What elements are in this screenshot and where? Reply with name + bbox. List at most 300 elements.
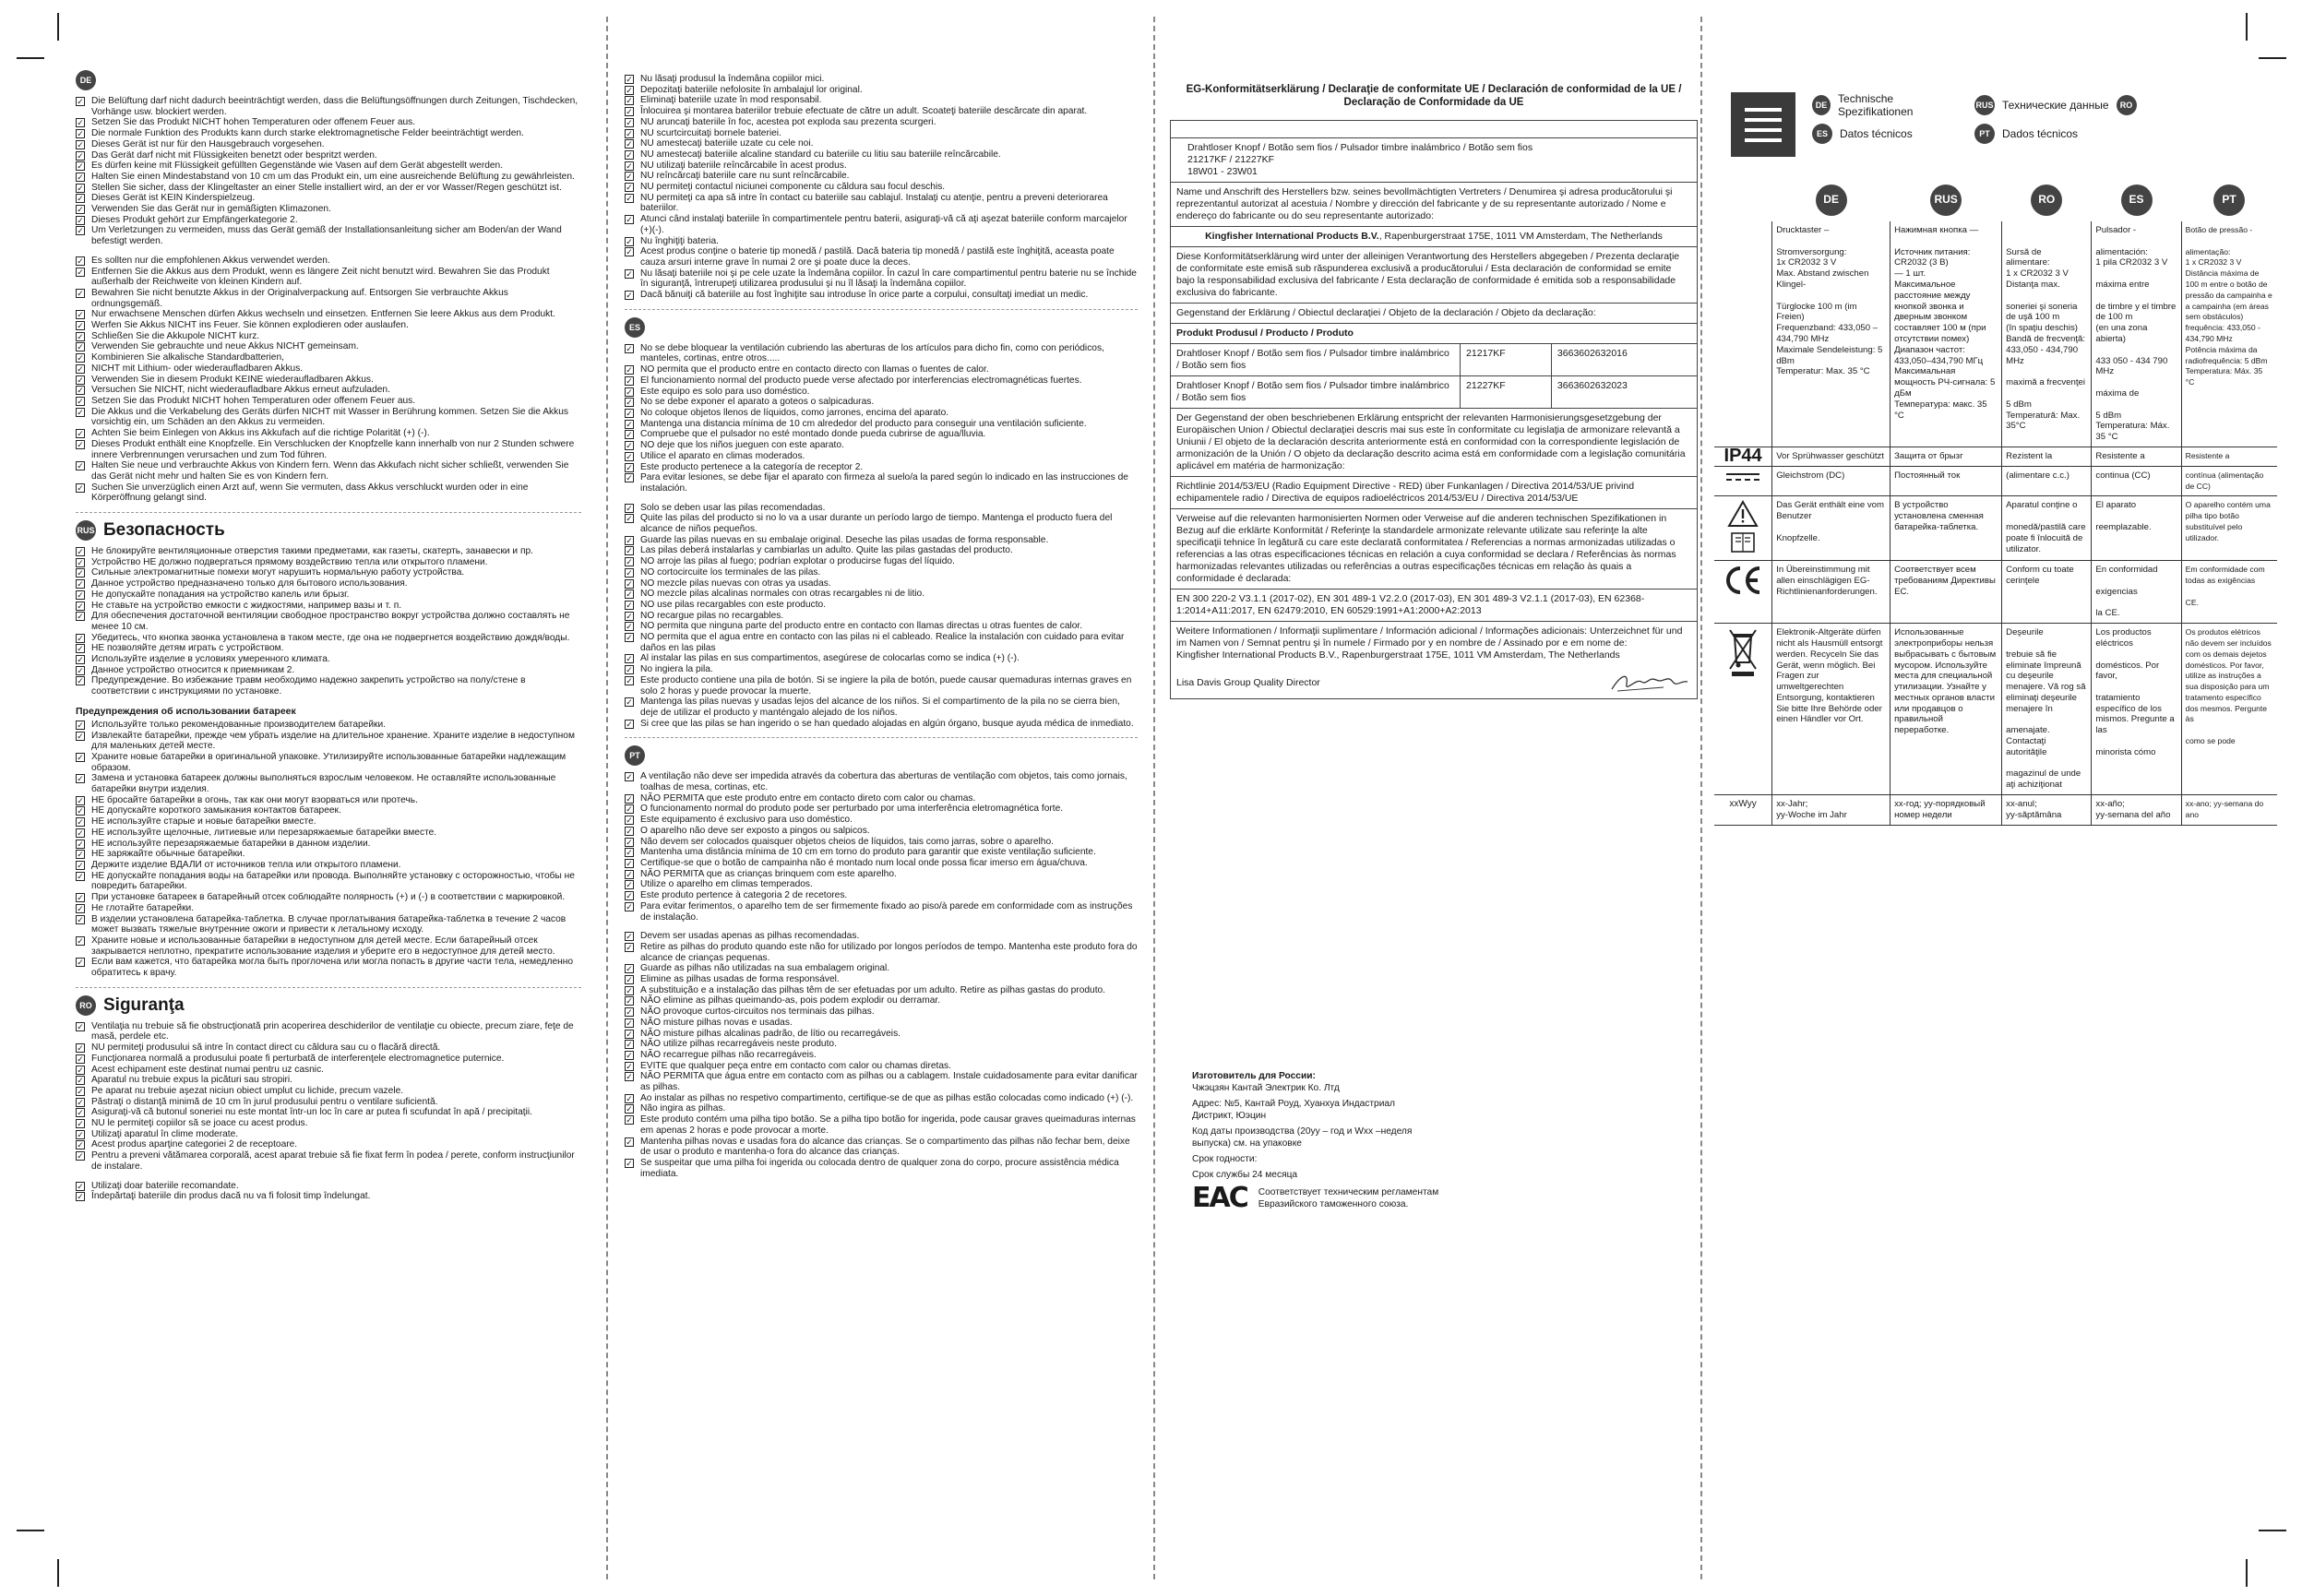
checklist-text: NU scurtcircuitaţi bornele bateriei. <box>640 127 781 138</box>
manufacturer-name: Kingfisher International Products B.V. <box>1205 231 1379 242</box>
language-badge-de: DE <box>76 70 96 90</box>
checklist-item <box>76 352 581 363</box>
checkbox-icon: ✓ <box>77 288 84 298</box>
checklist-item <box>625 1050 1138 1061</box>
responsibility-statement: Diese Konformitätserklärung wird unter der alleinigen Verantwortung des Herstellers abgegeben / Prezenta declaraţie de conformitate este emisă sub răspunderea exclusivă a producătorului / Esta declaración de conformidad se emite bajo la responsabilidad exclusiva del fabricante / Esta declaração de conformidade é emitida sob a responsabilidade exclusiva do fabricante. <box>1171 247 1698 304</box>
checklist-item <box>625 804 1138 815</box>
checklist-text: Das Gerät darf nicht mit Flüssigkeiten benetzt oder bespritzt werden. <box>91 149 377 161</box>
checkbox-icon: ✓ <box>626 848 633 858</box>
checklist-text: Mantenga las pilas nuevas y usadas lejos del alcance de los niños. Si el compartimento de la pila no se cierra bien, deje de utilizar el producto y manténgalo alejado de los niños. <box>640 697 1120 718</box>
checkbox-icon: ✓ <box>77 482 84 493</box>
checklist-text: Depozitaţi bateriile nefolosite în ambalajul lor original. <box>640 84 863 95</box>
battery-list-de <box>76 256 581 504</box>
checklist-text: O aparelho não deve ser exposto a pingos ou salpicos. <box>640 825 870 836</box>
checklist-item <box>625 472 1138 494</box>
product-ean: 3663602632016 <box>1551 344 1697 376</box>
checklist-text: NÃO misture pilhas novas e usadas. <box>640 1017 793 1028</box>
checkbox-icon: ✓ <box>77 871 84 881</box>
checklist-text: Funcţionarea normală a produsului poate fi perturbată de interferenţele electromagnetice puternice. <box>91 1053 505 1064</box>
checklist-text: Die Akkus und die Verkabelung des Geräts dürfen NICHT mit Wasser in Berührung kommen. Setzen Sie die Akkus vorsichtig ein, um Schäden an den Akkus zu vermeiden. <box>91 406 568 428</box>
spec-cell: Drucktaster – Stromversorgung: 1x CR2032 3 V Max. Abstand zwischen Klingel- Türglocke 100 m (im Freien) Frequenzband: 433,050 – 434,790 MHz Maximale Sendeleistung: 5 dBm Temperatur: Max. 35 °C <box>1772 221 1891 447</box>
checkbox-icon: ✓ <box>626 964 633 974</box>
checkbox-icon: ✓ <box>626 117 633 127</box>
checklist-item <box>625 985 1138 996</box>
spec-cell: Resistente a <box>2181 447 2277 466</box>
checklist-text: NU reîncărcaţi bateriile care nu sunt reîncărcabile. <box>640 171 850 182</box>
checklist-text: Para evitar ferimentos, o aparelho tem de ser firmemente fixado ao piso/à parede em conformidade com as instruções de instalação. <box>640 900 1133 923</box>
checklist-text: Данное устройство предназначено только для бытового использования. <box>91 578 408 590</box>
checklist-item <box>76 665 581 676</box>
checklist-item <box>625 462 1138 473</box>
checkbox-icon: ✓ <box>626 462 633 472</box>
checklist-item <box>625 879 1138 890</box>
checklist-text: Dieses Gerät ist nur für den Hausgebrauch vorgesehen. <box>91 138 325 149</box>
checklist-text: A ventilação não deve ser impedida através da cobertura das aberturas de ventilação com objetos, tais como jornais, toalhas de mesa, cortinas, etc. <box>640 771 1127 793</box>
checklist-text: Ao instalar as pilhas no respetivo compartimento, certifique-se de que as pilhas estão colocadas como indicado (+) (-). <box>640 1092 1134 1103</box>
checklist-item <box>625 890 1138 901</box>
checklist-text: Achten Sie beim Einlegen von Akkus ins Akkufach auf die richtige Polarität (+) (-). <box>91 428 430 439</box>
warn-symbol-icon <box>1714 496 1772 561</box>
checkbox-icon: ✓ <box>626 859 633 868</box>
checkbox-icon: ✓ <box>77 439 84 449</box>
checkbox-icon: ✓ <box>626 215 633 225</box>
spec-cell: Botão de pressão - alimentação: 1 x CR2032 3 V Distância máxima de 100 m entre o botão de pressão da campainha e a campainha (em áreas sem obstáculos) frequência: 433,050 - 434,790 MHz Potência máxima da radiofrequência: 5 dBm Temperatura: Máx. 35 °C <box>2181 221 2277 447</box>
checklist-item <box>76 482 581 504</box>
checklist-text: Setzen Sie das Produkt NICHT hohen Temperaturen oder offenem Feuer aus. <box>91 395 416 406</box>
battery-subheading-rus: Предупреждения об использовании батареек <box>76 705 296 717</box>
checklist-text: NU aruncaţi bateriile în foc, acestea pot exploda sau prezenta scurgeri. <box>640 116 936 127</box>
checklist-item <box>76 860 581 871</box>
manufacturer-cell <box>1171 227 1698 247</box>
checkbox-icon: ✓ <box>77 1119 84 1129</box>
tech-title-text: Технические данные <box>2002 99 2109 112</box>
checkbox-icon: ✓ <box>77 839 84 849</box>
spec-header-blank <box>1714 185 1772 221</box>
checkbox-icon: ✓ <box>77 267 84 277</box>
checkbox-icon: ✓ <box>626 869 633 879</box>
checklist-item <box>76 731 581 752</box>
checklist-text: Quite las pilas del producto si no lo va a usar durante un período largo de tiempo. Mantenga el producto fuera del alcance de niños pequeños. <box>640 513 1113 535</box>
checklist-item <box>76 363 581 375</box>
checklist-text: NO use pilas recargables con este producto. <box>640 599 827 610</box>
checklist-item <box>625 387 1138 398</box>
checklist-text: Utilizaţi aparatul în clime moderate. <box>91 1128 239 1139</box>
language-badge-es: ES <box>1812 124 1832 144</box>
language-badge-pt: PT <box>1974 124 1995 144</box>
checklist-text: Se suspeitar que uma pilha foi ingerida ou colocada dentro de qualquer zona do corpo, procure assistência médica imediata. <box>640 1157 1119 1179</box>
checklist-text: Pentru a preveni vătămarea corporală, acest aparat trebuie să fie fixat ferm în podea / perete, conform instrucţiunilor de instalare. <box>91 1150 575 1172</box>
checklist-text: Retire as pilhas do produto quando este não for utilizado por longos períodos de tempo. Mantenha este produto fora do alcance de crianças pequenas. <box>640 941 1138 963</box>
checkbox-icon: ✓ <box>77 795 84 805</box>
checklist-text: A substituição e a instalação das pilhas têm de ser efetuadas por um adulto. Retire as pilhas gastas do produto. <box>640 984 1106 995</box>
spec-header-rus <box>1891 185 2002 221</box>
checklist-text: Храните новые батарейки в оригинальной упаковке. Утилизируйте использованные батарейки надлежащим образом. <box>91 751 567 773</box>
checklist-item <box>625 74 1138 85</box>
crop-mark <box>17 1530 44 1531</box>
signature-row <box>1176 671 1691 695</box>
tech-title-de <box>1812 92 1960 118</box>
spec-cell: Aparatul conţine o monedă/pastilă care poate fi înlocuită de utilizator. <box>2002 496 2092 561</box>
checklist-item <box>625 214 1138 235</box>
checkbox-icon: ✓ <box>77 139 84 149</box>
checkbox-icon: ✓ <box>77 194 84 204</box>
checklist-item <box>625 1029 1138 1040</box>
checkbox-icon: ✓ <box>626 578 633 589</box>
checklist-text: Предупреждение. Во избежание травм необходимо надежно закрепить устройство на полу/стене в соответствии с инструкциями по установке. <box>91 675 526 697</box>
checkbox-icon: ✓ <box>626 365 633 375</box>
spec-row <box>1714 447 2277 466</box>
checklist-text: Este equipo es solo para uso doméstico. <box>640 386 810 397</box>
tech-title-text: Datos técnicos <box>1840 127 1913 140</box>
spacer-cell <box>1171 121 1698 138</box>
checklist-text: Înlocuirea şi montarea bateriilor trebuie efectuate de către un adult. Scoateţi bateriile descărcate din aparat. <box>640 106 1088 117</box>
checkbox-icon: ✓ <box>626 139 633 149</box>
checklist-text: Die normale Funktion des Produkts kann durch starke elektromagnetische Felder beeinträchtigt werden. <box>91 128 524 139</box>
ru-service-life: Срок службы 24 месяца <box>1192 1170 1298 1180</box>
checkbox-icon: ✓ <box>77 861 84 870</box>
checklist-item <box>625 1137 1138 1158</box>
checkbox-icon: ✓ <box>77 396 84 406</box>
checklist-item <box>625 408 1138 419</box>
checkbox-icon: ✓ <box>77 557 84 567</box>
checklist-text: NÃO PERMITA que este produto entre em contacto direto com calor ou chamas. <box>640 792 976 804</box>
tech-header <box>1731 92 2277 157</box>
checklist-text: Este producto contiene una pila de botón. Si se ingiere la pila de botón, puede causar quemaduras internas graves en solo 2 horas y puede provocar la muerte. <box>640 674 1132 697</box>
checkbox-icon: ✓ <box>77 1021 84 1031</box>
spec-row <box>1714 466 2277 496</box>
product-line: 21217KF / 21227KF <box>1187 154 1274 165</box>
checklist-text: Guarde las pilas nuevas en su embalaje original. Deseche las pilas usadas de forma responsable. <box>640 534 1049 545</box>
checkbox-icon: ✓ <box>77 914 84 924</box>
checklist-item <box>76 375 581 386</box>
checkbox-icon: ✓ <box>626 1018 633 1028</box>
checklist-item <box>625 858 1138 869</box>
checkbox-icon: ✓ <box>77 579 84 590</box>
checkbox-icon: ✓ <box>626 804 633 815</box>
checklist-text: Utilizaţi doar bateriile recomandate. <box>91 1180 239 1191</box>
spec-header-es <box>2092 185 2181 221</box>
ru-address: Адрес: №5, Кантай Роуд, Хуанхуа Индастриал Дистрикт, Юэцин <box>1192 1099 1395 1121</box>
checklist-text: Um Verletzungen zu vermeiden, muss das Gerät gemäß der Installationsanleitung sicher am Boden/an der Wand befestigt werden. <box>91 225 562 247</box>
checklist-item <box>625 440 1138 451</box>
checklist-text: NU permiteţi contactul niciunei componente cu căldura sau focul deschis. <box>640 182 946 193</box>
checkbox-icon: ✓ <box>77 375 84 385</box>
product-name: Drahtloser Knopf / Botão sem fios / Pulsador timbre inalámbrico / Botão sem fios <box>1171 344 1461 376</box>
checkbox-icon: ✓ <box>626 665 633 675</box>
checklist-item <box>76 557 581 568</box>
checklist-item <box>76 871 581 892</box>
checkbox-icon: ✓ <box>626 567 633 578</box>
checklist-text: Извлекайте батарейки, прежде чем убрать изделие на длительное хранение. Храните изделие в недоступном для маленьких детей месте. <box>91 730 575 752</box>
checkbox-icon: ✓ <box>77 720 84 730</box>
checklist-text: НЕ позволяйте детям играть с устройством. <box>91 643 284 654</box>
object-label: Gegenstand der Erklärung / Obiectul declaraţiei / Objeto de la declaración / Objeto da declaração: <box>1171 304 1698 324</box>
manufacturer-label: Name und Anschrift des Herstellers bzw. seines bevollmächtigten Vertreters / Denumirea şi adresa producătorului şi reprezentantul autorizat al acestuia / Nombre y dirección del fabricante y de su representante autorizado / Nome e endereço do fabricante ou do seu representante autorizado: <box>1171 183 1698 227</box>
spec-list-icon <box>1731 92 1795 157</box>
checkbox-icon: ✓ <box>626 128 633 138</box>
checklist-text: Al instalar las pilas en sus compartimentos, asegúrese de colocarlas como se indica (+) (-). <box>640 653 1020 664</box>
checklist-text: O funcionamento normal do produto pode ser perturbado por uma interferência eletromagnética forte. <box>640 804 1064 815</box>
checklist-item <box>76 96 581 117</box>
checklist-text: Las pilas deberá instalarlas y cambiarlas un adulto. Quite las pilas gastadas del producto. <box>640 545 1013 556</box>
checklist-text: Acest produs aparţine categoriei 2 de receptoare. <box>91 1139 298 1150</box>
checkbox-icon: ✓ <box>77 1076 84 1086</box>
checklist-text: Сильные электромагнитные помехи могут нарушить нормальную работу устройства. <box>91 567 465 578</box>
eac-text: Соответствует техническим регламентам Евразийского таможенного союза. <box>1258 1187 1439 1209</box>
fold-line <box>606 17 608 1579</box>
checklist-text: NO deje que los niños jueguen con este aparato. <box>640 440 844 451</box>
standards-list: EN 300 220-2 V3.1.1 (2017-02), EN 301 489-1 V2.2.0 (2017-03), EN 301 489-3 V2.1.1 (2017-03), EN 62368-1:2014+A11:2017, EN 62479:2010, EN 60529:1991+A1:2000+A2:2013 <box>1171 590 1698 622</box>
safety-list-ro <box>76 1021 581 1173</box>
checklist-item <box>625 567 1138 578</box>
ru-importer-name: Чжэцзян Кантай Электрик Ко. Лтд <box>1192 1083 1340 1093</box>
spec-symbol <box>1714 221 1772 447</box>
checkbox-icon: ✓ <box>626 942 633 952</box>
checklist-text: EVITE que qualquer peça entre em contacto com calor ou chamas diretas. <box>640 1060 951 1071</box>
checklist-item <box>76 288 581 309</box>
checklist-item <box>76 773 581 794</box>
checklist-item <box>625 193 1138 214</box>
checkbox-icon: ✓ <box>626 535 633 545</box>
checklist-text: NÃO PERMITA que água entre em contacto com as pilhas ou a cablagem. Instale cuidadosamente para evitar danificar as pilhas. <box>640 1071 1138 1093</box>
checkbox-icon: ✓ <box>626 85 633 95</box>
spec-cell: xx-ano; yy-semana do ano <box>2181 795 2277 826</box>
checklist-item <box>625 117 1138 128</box>
spec-header-de <box>1772 185 1891 221</box>
checklist-item <box>76 428 581 439</box>
checklist-text: НЕ используйте старые и новые батарейки вместе. <box>91 816 316 828</box>
ce-symbol-icon <box>1714 561 1772 624</box>
spec-cell: Los productos eléctricos domésticos. Por favor, tratamiento específico de los mismos. Pregunte a las minorista cómo <box>2092 624 2181 795</box>
spec-row <box>1714 561 2277 624</box>
checkbox-icon: ✓ <box>626 1072 633 1082</box>
checklist-item <box>76 215 581 226</box>
checklist-text: Dieses Produkt enthält eine Knopfzelle. Ein Verschlucken der Knopfzelle kann innerhalb von nur 2 Stunden schwere innere Verbrennungen verursachen und zum Tod führen. <box>91 438 575 460</box>
checklist-item <box>625 697 1138 718</box>
checklist-item <box>625 236 1138 247</box>
battery-list-es <box>625 503 1138 730</box>
checklist-text: Не допускайте попадания на устройство капель или брызг. <box>91 589 350 600</box>
checklist-item <box>76 460 581 482</box>
checkbox-icon: ✓ <box>77 310 84 320</box>
checklist-item <box>76 720 581 731</box>
checklist-item <box>76 267 581 288</box>
checkbox-icon: ✓ <box>626 880 633 890</box>
checkbox-icon: ✓ <box>626 419 633 429</box>
conformity-statement: Der Gegenstand der oben beschriebenen Erklärung entspricht der relevanten Harmonisierungsgesetzgebung der Europäischen Union / Obiectul declaraţiei descris mai sus este în conformitate cu legislaţia de armonizare relevantă a Uniunii / El objeto de la declaración descrita anteriormente está en conformidad con la correspondiente legislación de armonización de la Unión / O objeto da declaração descrito acima está em conformidade com a legislação comunitária aplicável em matéria de harmonização: <box>1171 409 1698 477</box>
checklist-item <box>76 341 581 352</box>
checklist-item <box>625 106 1138 117</box>
checkbox-icon: ✓ <box>77 1086 84 1096</box>
checklist-item <box>76 957 581 978</box>
checklist-text: Devem ser usadas apenas as pilhas recomendadas. <box>640 931 860 942</box>
checkbox-icon: ✓ <box>77 806 84 816</box>
safety-list-es <box>625 343 1138 494</box>
checklist-text: NÃO elimine as pilhas queimando-as, pois podem explodir ou derramar. <box>640 995 941 1006</box>
checklist-item <box>76 546 581 557</box>
spec-cell: В устройство установлена сменная батарейка-таблетка. <box>1891 496 2002 561</box>
language-badge-rus: RUS <box>1974 95 1995 115</box>
checklist-item <box>76 193 581 204</box>
checklist-text: Schließen Sie die Akkupole NICHT kurz. <box>91 330 260 341</box>
checklist-item <box>76 1021 581 1042</box>
checklist-text: No se debe bloquear la ventilación cubriendo las aberturas de los artículos para dicho fin, como con periódicos, manteles, cortinas, entre otros..... <box>640 342 1104 364</box>
checklist-item <box>76 1065 581 1076</box>
spec-cell: Постоянный ток <box>1891 466 2002 496</box>
checkbox-icon: ✓ <box>77 161 84 172</box>
checkbox-icon: ✓ <box>626 1050 633 1060</box>
checklist-text: Kombinieren Sie alkalische Standardbatterien, <box>91 352 284 363</box>
checklist-text: Dacă bănuiţi că bateriile au fost înghiţite sau introduse în orice parte a corpului, consultaţi imediat un medic. <box>640 290 1089 301</box>
checklist-item <box>625 621 1138 632</box>
checklist-item <box>625 826 1138 837</box>
checklist-item <box>76 828 581 839</box>
checklist-text: В изделии установлена батарейка-таблетка. В случае проглатывания батарейка-таблетка в течение 2 часов может вызвать тяжелые внутренние ожоги и привести к летальному исходу. <box>91 913 567 935</box>
safety-list-de <box>76 96 581 247</box>
checklist-text: Убедитесь, что кнопка звонка установлена в таком месте, где она не подвергнется воздействию дождя/воды. <box>91 632 570 643</box>
language-badge-pt: PT <box>2213 185 2245 216</box>
checklist-text: NÃO PERMITA que as crianças brinquem com este aparelho. <box>640 868 897 879</box>
tech-title-text: Dados técnicos <box>2002 127 2079 140</box>
checklist-item <box>76 396 581 407</box>
checklist-text: NO permita que el producto entre en contacto directo con llamas o fuentes de calor. <box>640 364 989 375</box>
product-code: 21217KF <box>1461 344 1552 376</box>
checkbox-icon: ✓ <box>626 697 633 708</box>
checkbox-icon: ✓ <box>77 429 84 439</box>
checklist-text: Bewahren Sie nicht benutzte Akkus in der Originalverpackung auf. Entsorgen Sie verbrauchte Akkus ordnungsgemäß. <box>91 287 508 309</box>
checklist-text: НЕ используйте перезаряжаемые батарейки в данном изделии. <box>91 838 371 849</box>
checklist-text: Dieses Produkt gehört zur Empfängerkategorie 2. <box>91 214 298 225</box>
language-badge-ro: RO <box>76 995 96 1016</box>
checklist-item <box>625 1018 1138 1029</box>
crop-mark <box>17 57 44 59</box>
checklist-item <box>625 513 1138 534</box>
checklist-item <box>76 1181 581 1192</box>
language-badge-es: ES <box>2121 185 2153 216</box>
spec-cell: Resistente a <box>2092 447 2181 466</box>
spec-cell: Нажимная кнопка — Источник питания: CR2032 (3 В) — 1 шт. Максимальное расстояние между кнопкой звонка и дверным звонком составляет 100 м (при отсутствии помех) Диапазон частот: 433,050–434,790 МГц Максимальная мощность РЧ-сигнала: 5 дБм Температура: макс. 35 °C <box>1891 221 2002 447</box>
checklist-item <box>625 847 1138 858</box>
checklist-item <box>625 171 1138 182</box>
checklist-text: При установке батареек в батарейный отсек соблюдайте полярность (+) и (-) в соответствии с маркировкой. <box>91 892 566 903</box>
checklist-text: No coloque objetos llenos de líquidos, como jarrones, encima del aparato. <box>640 407 949 418</box>
checkbox-icon: ✓ <box>77 601 84 611</box>
checklist-item <box>76 914 581 935</box>
separator <box>76 987 581 988</box>
checklist-text: Не ставьте на устройство емкости с жидкостями, например вазы и т. п. <box>91 600 402 611</box>
checklist-text: NÃO utilize pilhas recarregáveis neste produto. <box>640 1039 837 1050</box>
checkbox-icon: ✓ <box>626 1158 633 1168</box>
language-badge-rus: RUS <box>1930 185 1962 216</box>
ru-importer-label: Изготовитель для России: <box>1192 1071 1316 1081</box>
spec-symbol: IP44 <box>1714 447 1772 466</box>
signer-name: Lisa Davis Group Quality Director <box>1176 676 1320 688</box>
checklist-item <box>76 172 581 183</box>
spec-cell: Pulsador - alimentación: 1 pila CR2032 3 V máxima entre de timbre y el timbre de 100 m (en una zona abierta) 433 050 - 434 790 MHz máxima de 5 dBm Temperatura: Máx. 35 °C <box>2092 221 2181 447</box>
separator <box>76 512 581 513</box>
product-row <box>1171 376 1698 409</box>
checklist-text: NO arroje las pilas al fuego; podrían explotar o producirse fugas del líquido. <box>640 556 955 567</box>
spec-cell: xx-Jahr; yy-Woche im Jahr <box>1772 795 1891 826</box>
ru-date-code: Код даты производства (20yy – год и Wxx –неделя выпуска) см. на упаковке <box>1192 1126 1413 1149</box>
checklist-item <box>76 935 581 957</box>
checklist-item <box>625 664 1138 675</box>
battery-list-ro-continued <box>625 74 1138 301</box>
spec-cell: Соответствует всем требованиям Директивы ЕС. <box>1891 561 2002 624</box>
product-line: 18W01 - 23W01 <box>1187 166 1258 177</box>
checkbox-icon: ✓ <box>626 96 633 106</box>
checkbox-icon: ✓ <box>77 590 84 600</box>
checklist-item <box>76 439 581 460</box>
checkbox-icon: ✓ <box>626 514 633 524</box>
checkbox-icon: ✓ <box>77 935 84 946</box>
checklist-item <box>76 225 581 246</box>
checklist-text: Mantenga una distancia mínima de 10 cm alrededor del producto para conseguir una ventilación suficiente. <box>640 418 1087 429</box>
section-header-es <box>625 317 1138 338</box>
checklist-text: Устройство НЕ должно подвергаться прямому воздействию тепла или открытого пламени. <box>91 556 488 567</box>
checklist-text: Используйте только рекомендованные производителем батарейки. <box>91 719 387 730</box>
eac-block <box>1192 1182 1672 1214</box>
checklist-text: Nu lăsaţi bateriile noi şi pe cele uzate la îndemâna copiilor. În cazul în care compartimentul pentru baterie nu se închide în siguranţă, întrerupeţi utilizarea produsului şi nu îl lăsaţi la îndemâna copiilor. <box>640 268 1137 290</box>
spec-cell: Использованные электроприборы нельзя выбрасывать с бытовым мусором. Используйте места для специальной утилизации. Узнайте у местных органов власти или продавцов о правильной переработке. <box>1891 624 2002 795</box>
checklist-item <box>76 1086 581 1097</box>
spec-cell: continua (CC) <box>2092 466 2181 496</box>
manufacturer-address: , Rapenburgerstraat 175E, 1011 VM Amsterdam, The Netherlands <box>1378 231 1663 242</box>
checklist-item <box>76 892 581 903</box>
checkbox-icon: ✓ <box>77 331 84 341</box>
checklist-item <box>625 246 1138 268</box>
checklist-item <box>625 535 1138 546</box>
spec-cell: Conform cu toate cerinţele <box>2002 561 2092 624</box>
checklist-text: НЕ бросайте батарейки в огонь, так как они могут взорваться или протечь. <box>91 794 418 805</box>
checklist-text: Este producto pertenece a la categoría de receptor 2. <box>640 461 864 472</box>
column-declaration <box>1170 65 1698 1559</box>
spec-row <box>1714 496 2277 561</box>
checkbox-icon: ✓ <box>626 901 633 911</box>
checklist-text: No se debe exponer el aparato a goteos o salpicaduras. <box>640 397 875 408</box>
checklist-item <box>76 309 581 320</box>
checklist-text: Держите изделие ВДАЛИ от источников тепла или открытого пламени. <box>91 860 401 870</box>
checkbox-icon: ✓ <box>626 793 633 804</box>
checklist-text: Nur erwachsene Menschen dürfen Akkus wechseln und einsetzen. Entfernen Sie leere Akkus aus dem Produkt. <box>91 309 555 320</box>
section-header-rus <box>76 520 581 541</box>
checkbox-icon: ✓ <box>77 752 84 762</box>
spec-cell: Das Gerät enthält eine vom Benutzer Knopfzelle. <box>1772 496 1891 561</box>
checklist-item <box>76 320 581 331</box>
checklist-item <box>625 85 1138 96</box>
checkbox-icon: ✓ <box>626 473 633 483</box>
checklist-text: Verwenden Sie gebrauchte und neue Akkus NICHT gemeinsam. <box>91 341 359 352</box>
checkbox-icon: ✓ <box>77 903 84 913</box>
checkbox-icon: ✓ <box>77 1108 84 1118</box>
checklist-text: NO cortocircuite los terminales de las pilas. <box>640 566 821 578</box>
signature-block <box>1171 622 1698 699</box>
checklist-item <box>76 256 581 267</box>
checkbox-icon: ✓ <box>626 1104 633 1114</box>
checkbox-icon: ✓ <box>626 590 633 600</box>
spec-cell: El aparato reemplazable. <box>2092 496 2181 561</box>
spec-cell: Vor Sprühwasser geschützt <box>1772 447 1891 466</box>
checklist-item <box>76 150 581 161</box>
dc-symbol-icon <box>1714 466 1772 496</box>
checkbox-icon: ✓ <box>77 150 84 161</box>
product-line: Drahtloser Knopf / Botão sem fios / Pulsador timbre inalámbrico / Botão sem fios <box>1187 142 1533 153</box>
section-header-pt <box>625 745 1138 766</box>
checklist-item <box>76 128 581 139</box>
checklist-item <box>625 1103 1138 1114</box>
checklist-item <box>625 545 1138 556</box>
product-ean: 3663602632023 <box>1551 376 1697 409</box>
